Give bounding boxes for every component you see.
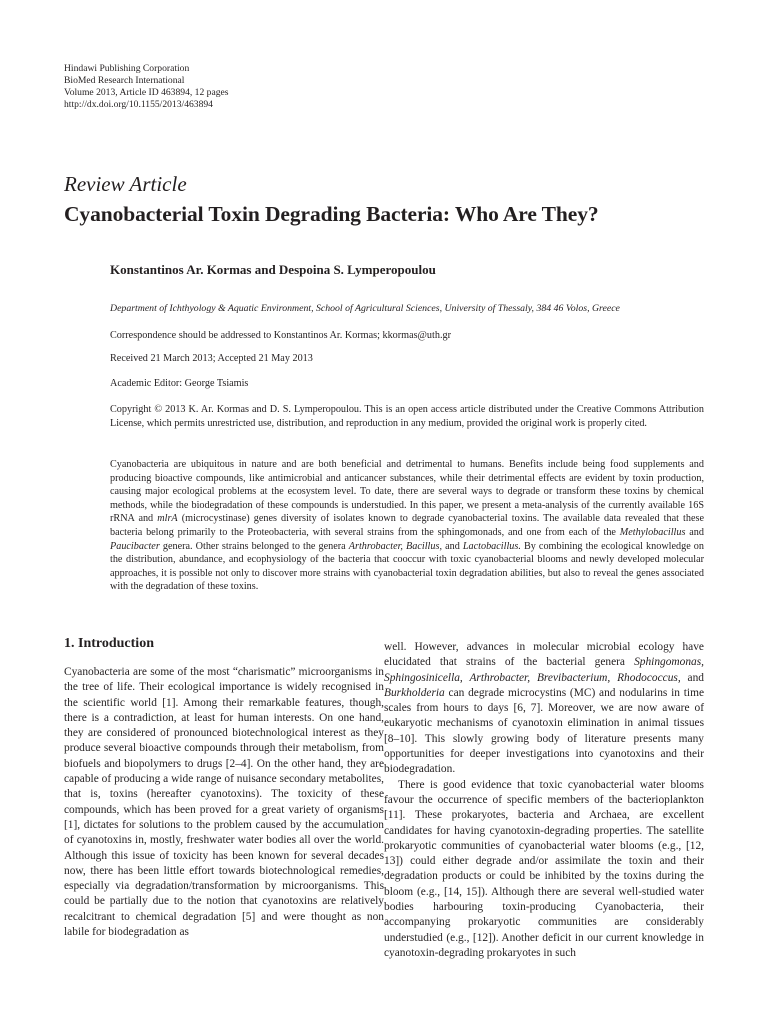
authors: Konstantinos Ar. Kormas and Despoina S. Lymperopoulou bbox=[110, 262, 436, 277]
correspondence: Correspondence should be addressed to Konstantinos Ar. Kormas; kkormas@uth.gr bbox=[110, 330, 451, 341]
abstract-text: and bbox=[685, 526, 704, 538]
academic-editor: Academic Editor: George Tsiamis bbox=[110, 378, 249, 389]
abstract-text: By combining the ecological knowledge on the distribution, abundance, and ecophysiology of the bacteria that cooccur with toxic cyanobacterial blooms and newly developed molecular approaches, it is possible not only to discover more strains with cyanobacterial toxin degradation abilities, but also to reveal the genes associated with the degradation of these toxins. bbox=[110, 540, 704, 593]
paragraph-text: and bbox=[680, 671, 707, 684]
abstract-text: Cyanobacteria are ubiquitous in nature and are both beneficial and detrimental to humans. Benefits include being food supplements and producing bioactive compounds, like antimicrobial and anticancer substances, while their detrimental effects are evident by toxin production, causing major ecological problems at the ecosystem level. To date, there are several ways to degrade or transform these toxins by chemical methods, while the biodegradation of these compounds is understudied. In this paper, we present a meta-analysis of the currently available 16S rRNA and bbox=[110, 459, 704, 525]
paragraph bbox=[384, 640, 707, 778]
abstract-italic: mlrA bbox=[157, 513, 178, 525]
paragraph: Cyanobacteria are some of the most “charismatic” microorganisms in the tree of life. Their ecological importance is widely recognised in the scientific world [1]. Among their remarkable features, though, there is a contradiction, at least for human interests. On one hand, they are considered of pronounced biotechnological interest as they produce several bioactive compounds through their metabolism, from biofuels and biopolymers to drugs [2–4]. On the other hand, they are capable of producing a wide range of nuisance secondary metabolites, that is, toxins (hereafter cyanotoxins). The toxicity of these compounds, which has been proved for a great variety of organisms [1], dictates for solutions to the problem caused by the accumulation of cyanotoxins in, mostly, freshwater water bodies all over the world. Although this issue of toxicity has been known for several decades now, there has been little effort towards biotechnological remedies, especially via degradation/transformation by microorganisms. This could be partially due to the notion that cyanotoxins are relatively recalcitrant to chemical degradation [5] and were thought as non labile for biodegradation as bbox=[64, 666, 384, 939]
body-column-right bbox=[384, 640, 707, 961]
body-column-left bbox=[64, 665, 384, 940]
genus-name: Burkholderia bbox=[384, 686, 445, 699]
volume-info: Volume 2013, Article ID 463894, 12 pages bbox=[64, 87, 229, 98]
article-title: Cyanobacterial Toxin Degrading Bacteria: Who Are They? bbox=[64, 202, 599, 226]
abstract-text: (microcystinase) genes diversity of isolates known to degrade cyanobacterial toxins. The available data revealed that these bacteria belong primarily to the Proteobacteria, with several strains from the sphingomonads, and one from each of the bbox=[110, 513, 704, 538]
abstract-italic: Methylobacillus bbox=[619, 526, 686, 538]
abstract bbox=[110, 458, 704, 594]
copyright: Copyright © 2013 K. Ar. Kormas and D. S. Lymperopoulou. This is an open access article distributed under the Creative Commons Attribution License, which permits unrestricted use, distribution, and reproduction in any medium, provided the original work is properly cited. bbox=[110, 404, 704, 429]
paragraph: There is good evidence that toxic cyanobacterial water blooms favour the occurrence of specific members of the bacterioplankton [11]. These prokaryotes, bacteria and Archaea, are excellent candidates for having cyanotoxin-degrading properties. The satellite prokaryotic communities of cyanobacterial water blooms (e.g., [12, 13]) could either degrade and/or assimilate the toxin and their degradation products or could be inhibited by the toxins during the bloom (e.g., [14, 15]). Although there are several well-studied water bodies harbouring toxin-producing Cyanobacteria, their accompanying prokaryotic communities are considerably understudied (e.g., [12]). Another deficit in our current knowledge in cyanotoxin-degrading prokaryotes in such bbox=[384, 778, 704, 959]
doi-link[interactable]: http://dx.doi.org/10.1155/2013/463894 bbox=[64, 99, 213, 110]
affiliation: Department of Ichthyology & Aquatic Environment, School of Agricultural Sciences, University of Thessaly, 384 46 Volos, Greece bbox=[110, 303, 620, 314]
abstract-text: genera. Other strains belonged to the genera bbox=[159, 540, 349, 552]
paragraph-text: can degrade microcystins (MC) and nodularins in time scales from hours to days [6, 7]. Moreover, we are now aware of eukaryotic mechanisms of cyanotoxin elimination in animal tissues [8–10]. This slowly growing body of literature presents many opportunities for deeper investigations into cyanotoxins and their biodegradation. bbox=[384, 686, 707, 776]
article-type: Review Article bbox=[64, 172, 187, 196]
journal-header bbox=[64, 63, 229, 111]
abstract-italic: Paucibacter bbox=[110, 540, 160, 552]
genus-names: Sphingomonas, Sphingosinicella, Arthrobacter, Brevibacterium, Rhodococcus, bbox=[384, 656, 704, 684]
abstract-text: and bbox=[442, 540, 463, 552]
journal-name: BioMed Research International bbox=[64, 75, 185, 86]
abstract-italic: Arthrobacter, Bacillus, bbox=[348, 540, 442, 552]
abstract-italic: Lactobacillus. bbox=[462, 540, 521, 552]
dates: Received 21 March 2013; Accepted 21 May 2013 bbox=[110, 353, 313, 364]
paragraph-text: well. However, advances in molecular microbial ecology have elucidated that strains of the bacterial genera bbox=[384, 641, 707, 669]
publisher: Hindawi Publishing Corporation bbox=[64, 63, 190, 74]
section-heading: 1. Introduction bbox=[64, 636, 154, 651]
